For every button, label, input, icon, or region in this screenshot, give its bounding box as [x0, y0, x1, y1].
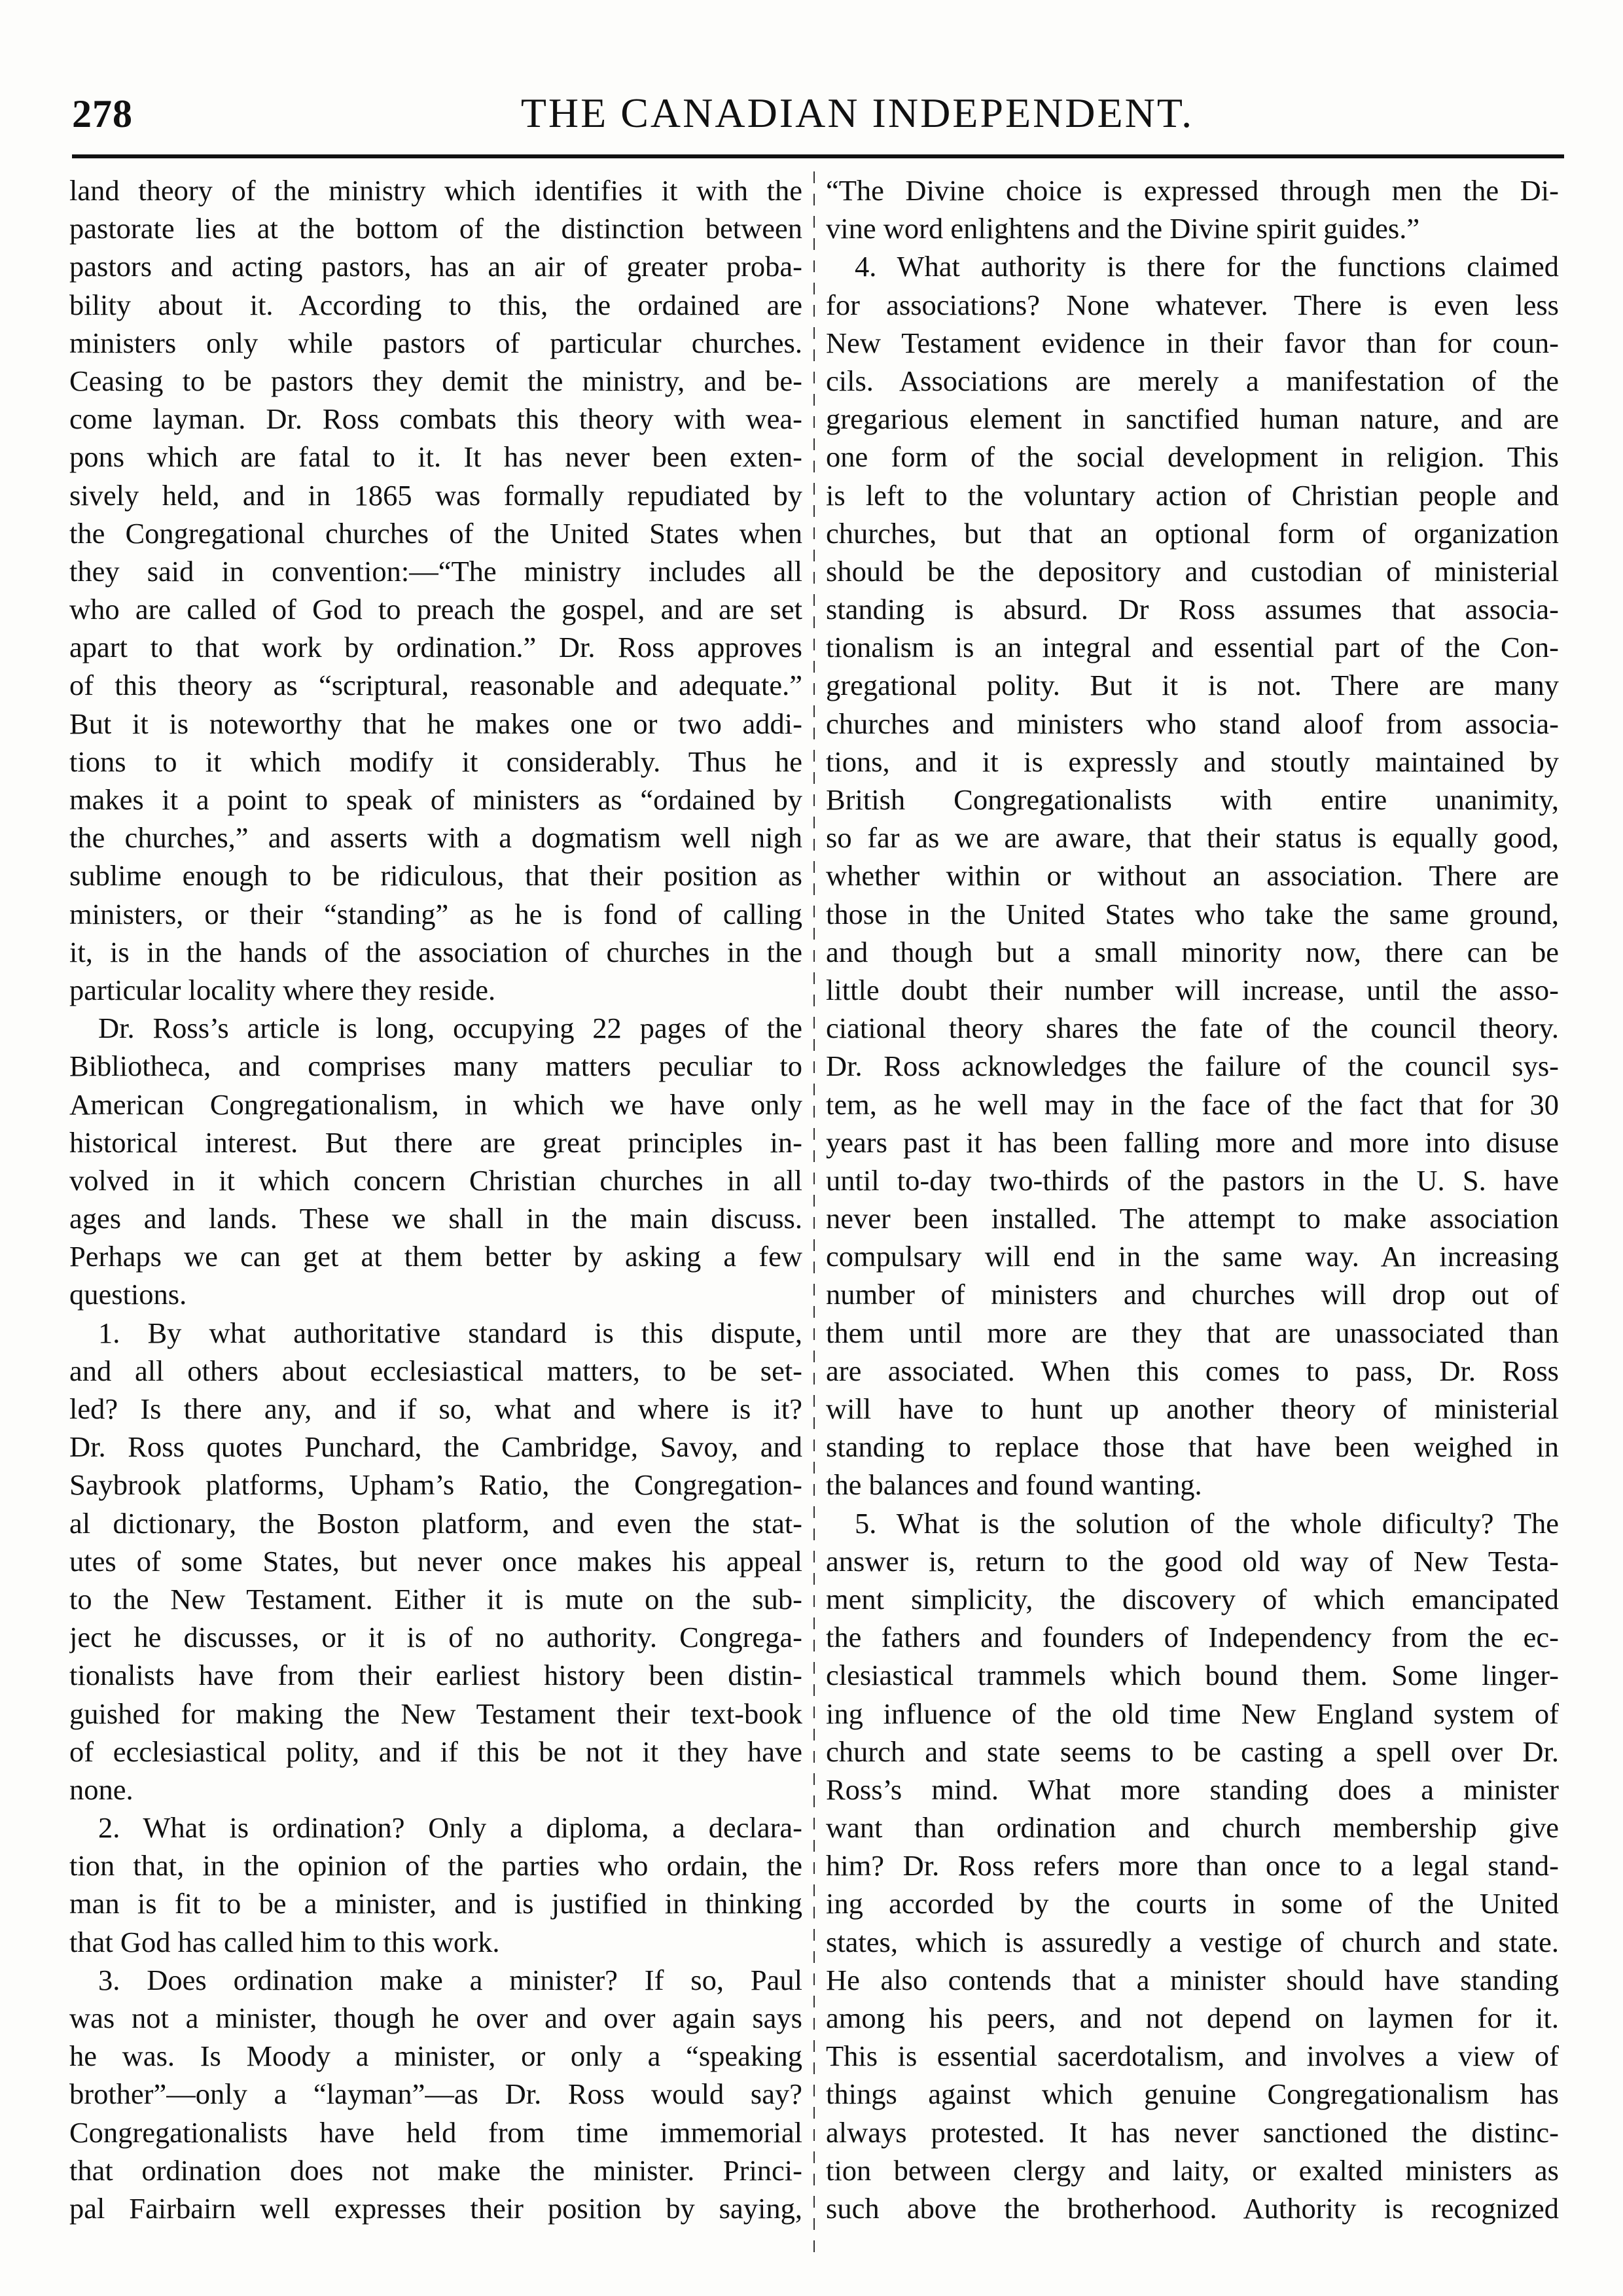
text-line: of ecclesiastical polity, and if this be not it they have: [69, 1735, 802, 1768]
text-line: tionalists have from their earliest history been distin-: [69, 1659, 802, 1692]
text-line: that ordination does not make the minister. Princi-: [69, 2153, 802, 2187]
text-line: cils. Associations are merely a manifestation of the: [826, 364, 1559, 397]
text-line: none.: [69, 1773, 134, 1806]
text-line: the fathers and founders of Independency from the ec-: [826, 1621, 1559, 1654]
text-line: church and state seems to be casting a spell over Dr.: [826, 1735, 1559, 1768]
text-line: the Congregational churches of the United States when: [69, 516, 802, 550]
text-line: al dictionary, the Boston platform, and even the stat-: [69, 1506, 802, 1540]
text-line: 4. What authority is there for the functions claimed: [855, 250, 1559, 283]
text-line: never been installed. The attempt to make association: [826, 1202, 1559, 1235]
text-line: ciational theory shares the fate of the council theory.: [826, 1012, 1559, 1045]
text-line: This is essential sacerdotalism, and involves a view of: [826, 2040, 1559, 2073]
text-line: until to-day two-thirds of the pastors in the U. S. have: [826, 1163, 1559, 1197]
text-line: standing is absurd. Dr Ross assumes that associa-: [826, 593, 1559, 626]
text-line: Dr. Ross acknowledges the failure of the council sys-: [826, 1050, 1559, 1083]
text-line: the balances and found wanting.: [826, 1468, 1202, 1502]
text-line: number of ministers and churches will drop out of: [826, 1278, 1559, 1311]
text-line: gregarious element in sanctified human nature, and are: [826, 402, 1559, 436]
text-line: sublime enough to be ridiculous, that their position as: [69, 859, 802, 892]
text-line: ministers, or their “standing” as he is fond of calling: [69, 897, 802, 930]
text-line: He also contends that a minister should have standing: [826, 1963, 1559, 1996]
text-line: questions.: [69, 1278, 187, 1311]
text-line: Ross’s mind. What more standing does a minister: [826, 1773, 1559, 1806]
text-line: them until more are they that are unassociated than: [826, 1316, 1559, 1349]
text-line: land theory of the ministry which identifies it with the: [69, 174, 802, 207]
text-line: pons which are fatal to it. It has never been exten-: [69, 440, 802, 474]
text-line: among his peers, and not depend on laymen for it.: [826, 2002, 1559, 2034]
text-line: bility about it. According to this, the ordained are: [69, 288, 802, 321]
text-line: Congregationalists have held from time immemorial: [69, 2115, 802, 2149]
text-line: utes of some States, but never once makes his appeal: [69, 1544, 802, 1578]
text-line: who are called of God to preach the gospel, and are set: [69, 593, 802, 626]
text-line: things against which genuine Congregationalism has: [826, 2077, 1559, 2111]
text-line: volved in it which concern Christian churches in all: [69, 1163, 802, 1197]
text-line: little doubt their number will increase, until the asso-: [826, 973, 1559, 1006]
text-line: Perhaps we can get at them better by asking a few: [69, 1240, 802, 1273]
text-line: Dr. Ross’s article is long, occupying 22 pages of the: [98, 1012, 802, 1045]
text-line: tionalism is an integral and essential part of the Con-: [826, 631, 1559, 664]
text-line: tem, as he well may in the face of the fact that for 30: [826, 1087, 1559, 1121]
right-column: [826, 171, 1559, 2278]
text-line: are associated. When this comes to pass, Dr. Ross: [826, 1354, 1559, 1387]
text-line: led? Is there any, and if so, what and where is it?: [69, 1392, 802, 1425]
text-line: will have to hunt up another theory of ministerial: [826, 1392, 1559, 1425]
text-line: pastors and acting pastors, has an air of greater proba-: [69, 250, 802, 283]
text-line: he was. Is Moody a minister, or only a “speaking: [69, 2040, 802, 2073]
text-line: ing influence of the old time New England system of: [826, 1697, 1559, 1730]
text-line: brother”—only a “layman”—as Dr. Ross would say?: [69, 2077, 802, 2111]
text-line: American Congregationalism, in which we have only: [69, 1087, 802, 1121]
text-line: Ceasing to be pastors they demit the ministry, and be-: [69, 364, 802, 397]
column-divider: [813, 171, 815, 2252]
page-header: [72, 85, 1564, 144]
text-line: 1. By what authoritative standard is this dispute,: [98, 1316, 802, 1349]
text-line: churches and ministers who stand aloof from associa-: [826, 707, 1559, 740]
text-line: and all others about ecclesiastical matters, to be set-: [69, 1354, 802, 1387]
text-line: those in the United States who take the same ground,: [826, 897, 1559, 930]
text-line: 2. What is ordination? Only a diploma, a declara-: [98, 1811, 802, 1845]
text-line: Dr. Ross quotes Punchard, the Cambridge, Savoy, and: [69, 1430, 802, 1464]
text-line: makes it a point to speak of ministers as “ordained by: [69, 783, 802, 816]
text-line: pal Fairbairn well expresses their position by saying,: [69, 2191, 802, 2225]
text-line: sively held, and in 1865 was formally repudiated by: [69, 478, 802, 512]
text-line: whether within or without an association. There are: [826, 859, 1559, 892]
text-line: ment simplicity, the discovery of which emancipated: [826, 1582, 1559, 1616]
text-line: such above the brotherhood. Authority is recognized: [826, 2191, 1559, 2225]
text-line: years past it has been falling more and more into disuse: [826, 1125, 1559, 1159]
text-line: was not a minister, though he over and over again says: [69, 2002, 802, 2034]
text-line: New Testament evidence in their favor than for coun-: [826, 326, 1559, 359]
text-line: guished for making the New Testament their text-book: [69, 1697, 802, 1730]
text-line: always protested. It has never sanctioned the distinc-: [826, 2115, 1559, 2149]
text-line: so far as we are aware, that their status is equally good,: [826, 821, 1559, 855]
text-line: compulsary will end in the same way. An increasing: [826, 1240, 1559, 1273]
text-line: states, which is assuredly a vestige of church and state.: [826, 1925, 1559, 1958]
header-rule: [72, 154, 1564, 158]
text-line: come layman. Dr. Ross combats this theory with wea-: [69, 402, 802, 436]
text-line: him? Dr. Ross refers more than once to a legal stand-: [826, 1849, 1559, 1882]
text-line: one form of the social development in religion. This: [826, 440, 1559, 474]
text-line: tions, and it is expressly and stoutly maintained by: [826, 745, 1559, 778]
text-line: clesiastical trammels which bound them. Some linger-: [826, 1659, 1559, 1692]
text-line: man is fit to be a minister, and is justified in thinking: [69, 1887, 802, 1920]
text-line: churches, but that an optional form of organization: [826, 516, 1559, 550]
text-line: for associations? None whatever. There is even less: [826, 288, 1559, 321]
text-line: British Congregationalists with entire unanimity,: [826, 783, 1559, 816]
text-line: particular locality where they reside.: [69, 973, 496, 1006]
text-line: should be the depository and custodian of ministerial: [826, 554, 1559, 588]
text-line: tion that, in the opinion of the parties who ordain, the: [69, 1849, 802, 1882]
text-line: the churches,” and asserts with a dogmatism well nigh: [69, 821, 802, 855]
text-line: historical interest. But there are great principles in-: [69, 1125, 802, 1159]
running-head: THE CANADIAN INDEPENDENT.: [520, 90, 1194, 136]
text-line: apart to that work by ordination.” Dr. Ross approves: [69, 631, 802, 664]
text-line: to the New Testament. Either it is mute on the sub-: [69, 1582, 802, 1616]
text-line: is left to the voluntary action of Christian people and: [826, 478, 1559, 512]
text-line: tion between clergy and laity, or exalted ministers as: [826, 2153, 1559, 2187]
text-line: 5. What is the solution of the whole dificulty? The: [855, 1506, 1559, 1540]
text-line: 3. Does ordination make a minister? If so, Paul: [98, 1963, 802, 1996]
text-line: that God has called him to this work.: [69, 1925, 500, 1958]
text-line: Bibliotheca, and comprises many matters peculiar to: [69, 1050, 802, 1083]
text-line: ject he discusses, or it is of no authority. Congrega-: [69, 1621, 802, 1654]
text-line: “The Divine choice is expressed through men the Di-: [826, 174, 1559, 207]
text-line: answer is, return to the good old way of New Testa-: [826, 1544, 1559, 1578]
text-line: standing to replace those that have been weighed in: [826, 1430, 1559, 1464]
text-line: want than ordination and church membership give: [826, 1811, 1559, 1845]
text-line: gregational polity. But it is not. There are many: [826, 669, 1559, 702]
text-line: ministers only while pastors of particular churches.: [69, 326, 802, 359]
text-line: ages and lands. These we shall in the main discuss.: [69, 1202, 802, 1235]
left-column: [69, 171, 802, 2278]
text-line: pastorate lies at the bottom of the distinction between: [69, 212, 802, 245]
text-line: Saybrook platforms, Upham’s Ratio, the Congregation-: [69, 1468, 802, 1502]
text-line: tions to it which modify it considerably. Thus he: [69, 745, 802, 778]
text-line: vine word enlightens and the Divine spirit guides.”: [826, 212, 1420, 245]
text-line: of this theory as “scriptural, reasonable and adequate.”: [69, 669, 802, 702]
text-line: ing accorded by the courts in some of the United: [826, 1887, 1559, 1920]
page-number: 278: [72, 92, 133, 135]
text-line: But it is noteworthy that he makes one or two addi-: [69, 707, 802, 740]
text-line: and though but a small minority now, there can be: [826, 935, 1559, 968]
text-line: they said in convention:—“The ministry includes all: [69, 554, 802, 588]
text-line: it, is in the hands of the association of churches in the: [69, 935, 802, 968]
